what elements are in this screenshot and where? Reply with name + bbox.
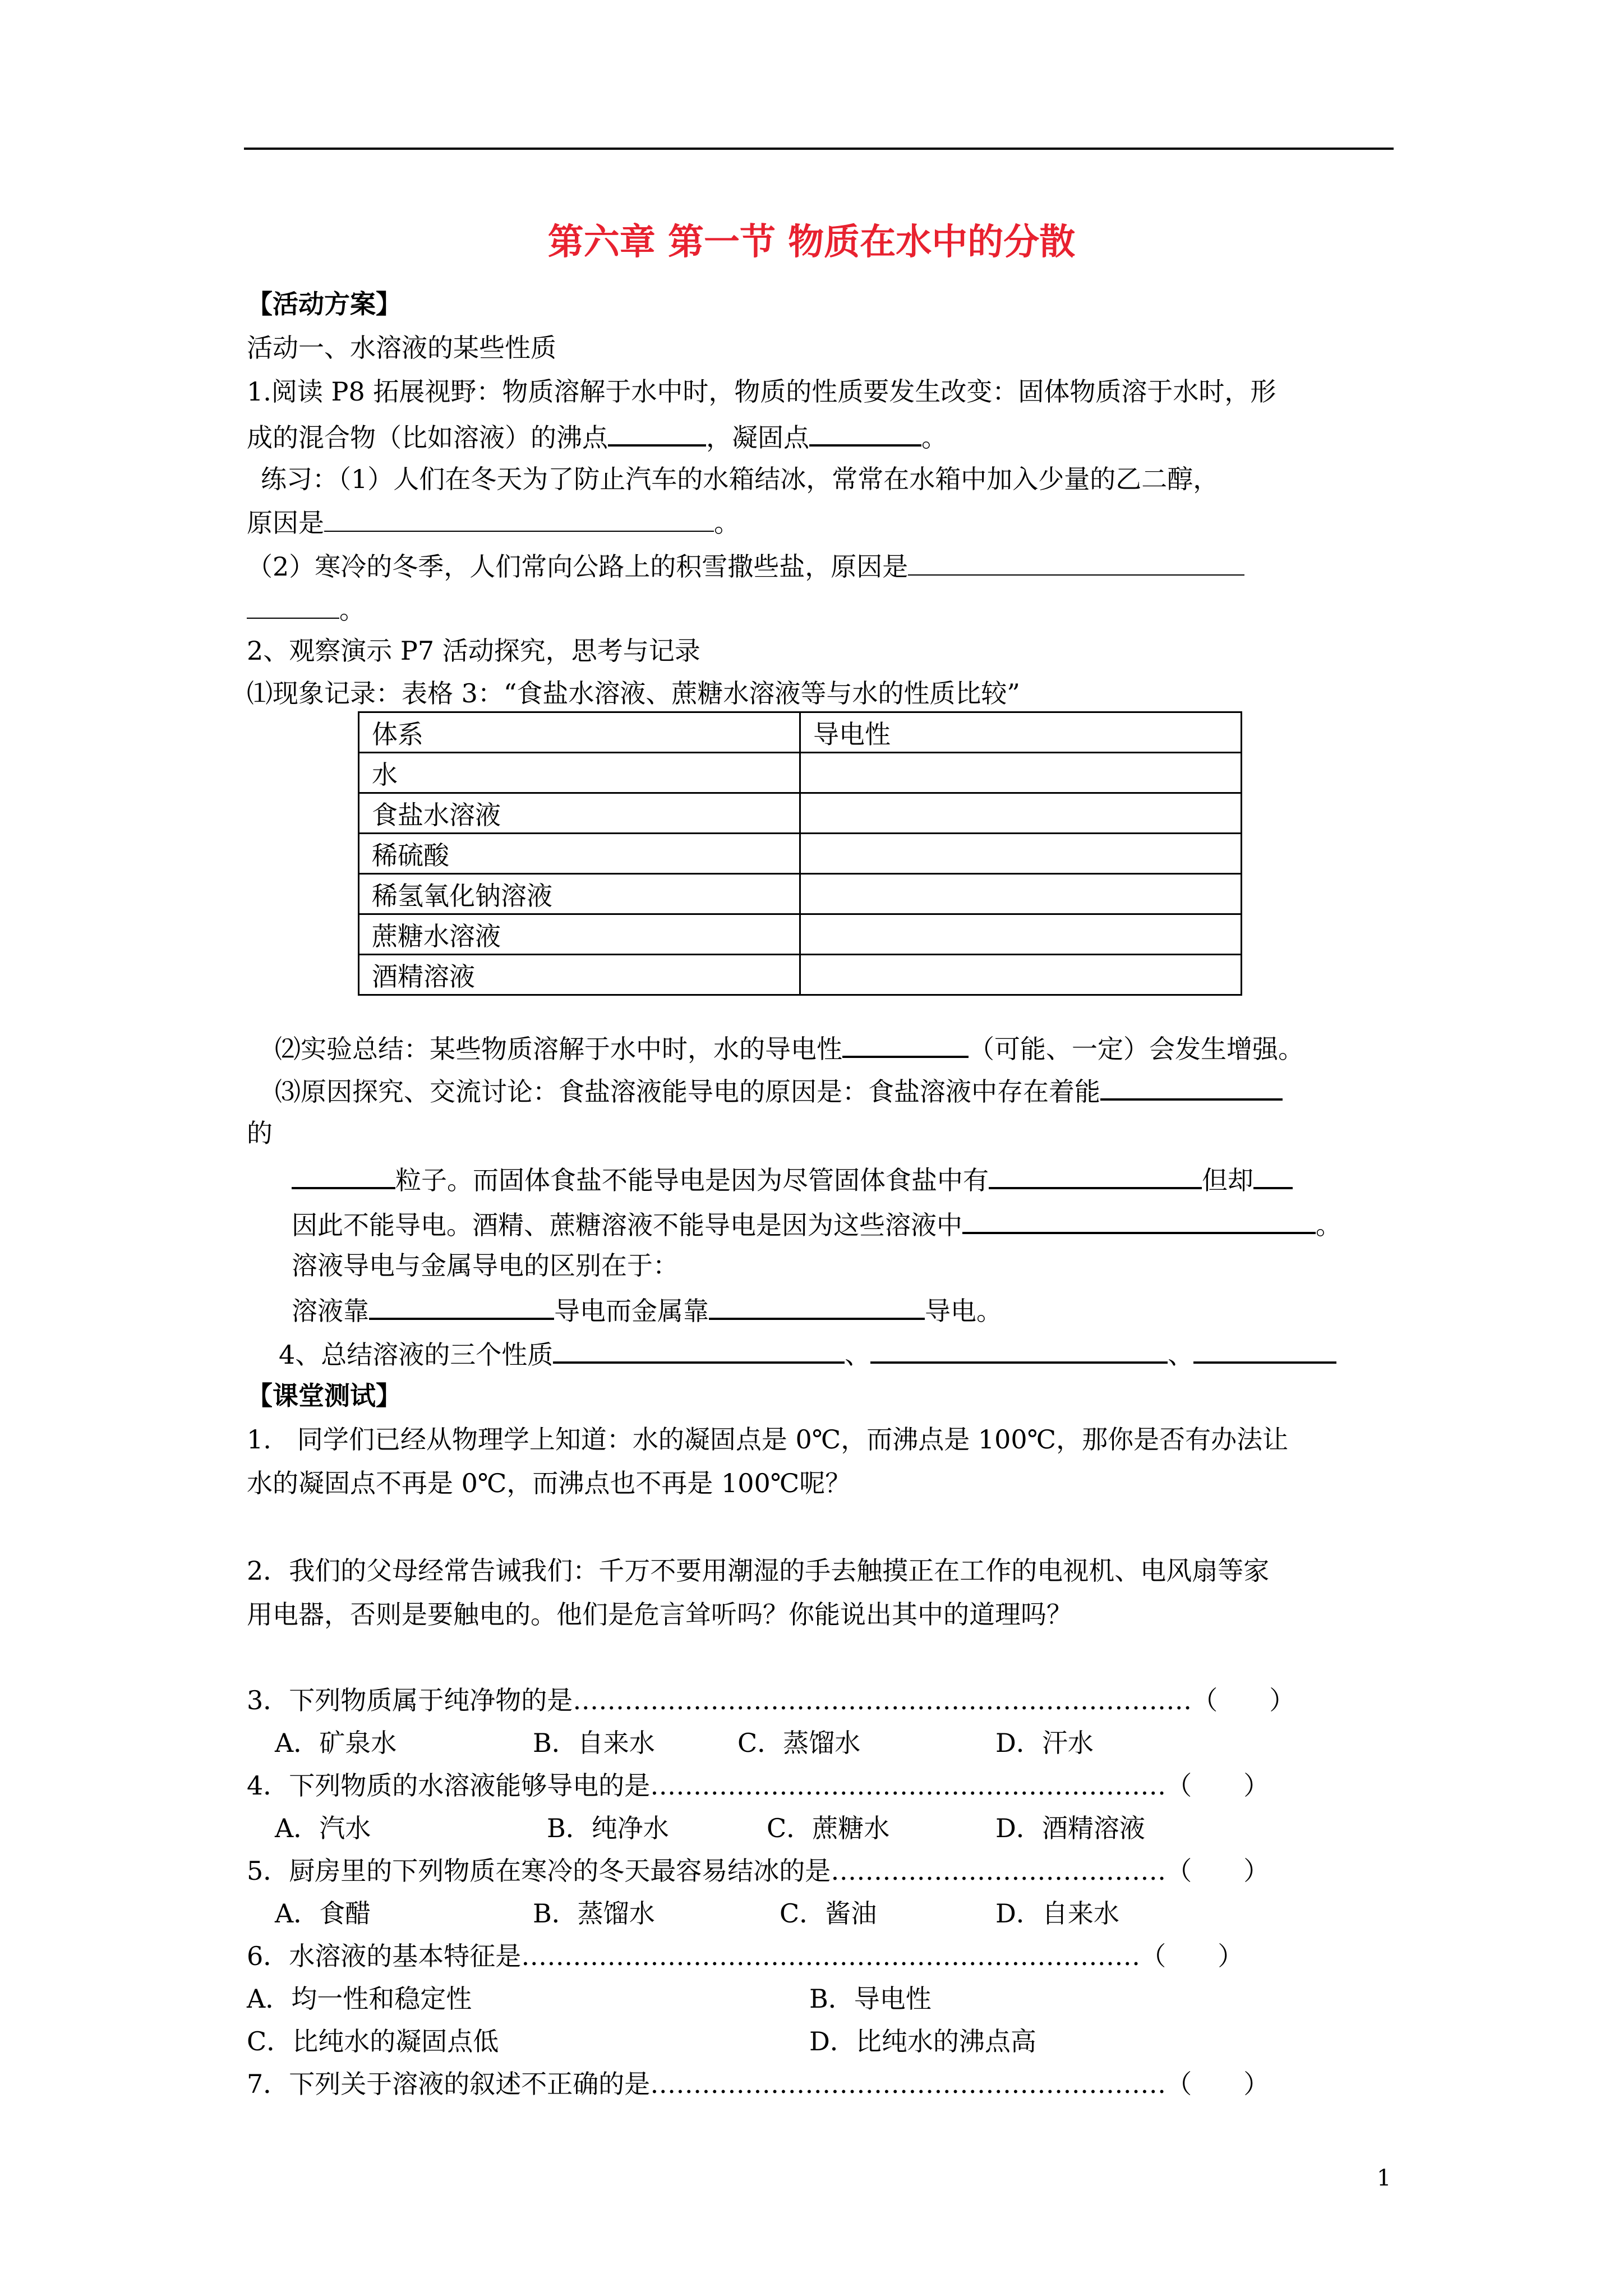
table-row xyxy=(359,753,1242,793)
table-cell-blank[interactable] xyxy=(800,793,1242,834)
section-heading-test: 【课堂测试】 xyxy=(247,1381,402,1411)
table-header: 体系 xyxy=(359,712,800,753)
comparison-table xyxy=(358,711,1242,996)
table-cell-blank[interactable] xyxy=(800,914,1242,955)
table-row xyxy=(359,955,1242,995)
blank[interactable] xyxy=(870,1336,1168,1364)
table-cell: 稀硫酸 xyxy=(359,834,800,874)
table-row xyxy=(359,914,1242,955)
blank[interactable] xyxy=(962,1206,1316,1234)
page-title: 第六章 第一节 物质在水中的分散 xyxy=(547,222,1076,263)
option[interactable]: D．比纯水的沸点高 xyxy=(809,2026,1036,2056)
q2-heading: 2、观察演示 P7 活动探究，思考与记录 xyxy=(247,636,700,666)
table-header: 导电性 xyxy=(800,712,1242,753)
q1-line1: 1.阅读 P8 拓展视野：物质溶解于水中时，物质的性质要发生改变：固体物质溶于水时，形 xyxy=(247,376,1276,407)
test-q1-line1: 1. 同学们已经从物理学上知道：水的凝固点是 0℃，而沸点是 100℃，那你是否有办法让 xyxy=(247,1424,1289,1455)
blank[interactable] xyxy=(247,592,339,619)
q2-3-line6: 溶液靠 导电而金属靠 导电。 xyxy=(292,1292,1002,1328)
q2-3-line5: 溶液导电与金属导电的区别在于： xyxy=(292,1250,679,1281)
blank[interactable] xyxy=(553,1336,845,1364)
table-row xyxy=(359,874,1242,914)
option[interactable]: C．比纯水的凝固点低 xyxy=(247,2026,499,2056)
option[interactable]: D．汗水 xyxy=(995,1728,1094,1758)
table-header-row xyxy=(359,712,1242,753)
exercise-2-line1: （2）寒冷的冬季，人们常向公路上的积雪撒些盐，原因是 xyxy=(247,549,1244,583)
mc-question: 4．下列物质的水溶液能够导电的是……………………………………………………（ ） xyxy=(247,1770,1270,1801)
test-q2-line2: 用电器，否则是要触电的。他们是危言耸听吗？你能说出其中的道理吗？ xyxy=(247,1599,1072,1630)
blank[interactable] xyxy=(608,418,706,447)
exercise-1-line2: 原因是 。 xyxy=(247,505,740,540)
q2-3-line1: ⑶原因探究、交流讨论：食盐溶液能导电的原因是：食盐溶液中存在着能 xyxy=(275,1073,1283,1108)
table-cell-blank[interactable] xyxy=(800,834,1242,874)
blank[interactable] xyxy=(908,549,1244,576)
q2-2-summary: ⑵实验总结：某些物质溶解于水中时，水的导电性 （可能、一定）会发生增强。 xyxy=(275,1030,1304,1066)
mc-question: 3．下列物质属于纯净物的是………………………………………………………………（ ） xyxy=(247,1685,1295,1715)
mc-question: 7．下列关于溶液的叙述不正确的是……………………………………………………（ ） xyxy=(247,2069,1270,2099)
table-cell: 稀氢氧化钠溶液 xyxy=(359,874,800,914)
blank[interactable] xyxy=(324,505,714,532)
blank[interactable] xyxy=(1253,1161,1293,1189)
option[interactable]: C．蒸馏水 xyxy=(737,1728,861,1758)
test-q2-line1: 2．我们的父母经常告诫我们：千万不要用潮湿的手去触摸正在工作的电视机、电风扇等家 xyxy=(247,1556,1270,1586)
option[interactable]: C．蔗糖水 xyxy=(767,1813,890,1843)
table-cell-blank[interactable] xyxy=(800,753,1242,793)
mc-question: 5．厨房里的下列物质在寒冷的冬天最容易结冰的是…………………………………（ ） xyxy=(247,1856,1270,1886)
table-row xyxy=(359,834,1242,874)
exercise-2-line2: 。 xyxy=(247,592,365,627)
q1-line2: 成的混合物（比如溶液）的沸点 ，凝固点 。 xyxy=(247,418,947,454)
table-cell: 食盐水溶液 xyxy=(359,793,800,834)
option[interactable]: C．酱油 xyxy=(780,1898,877,1929)
page-number: 1 xyxy=(1377,2165,1391,2191)
option[interactable]: D．自来水 xyxy=(995,1898,1119,1929)
table-cell: 酒精溶液 xyxy=(359,955,800,995)
option[interactable]: B．自来水 xyxy=(533,1728,655,1758)
blank[interactable] xyxy=(809,418,921,447)
q4-summary: 4、总结溶液的三个性质 、 、 xyxy=(279,1336,1336,1372)
blank[interactable] xyxy=(292,1161,395,1189)
table-row xyxy=(359,793,1242,834)
mc-question: 6．水溶液的基本特征是………………………………………………………………（ ） xyxy=(247,1941,1244,1971)
option[interactable]: B．蒸馏水 xyxy=(533,1898,655,1929)
blank[interactable] xyxy=(709,1292,925,1320)
table-cell: 水 xyxy=(359,753,800,793)
table-cell: 蔗糖水溶液 xyxy=(359,914,800,955)
q2-1-record: ⑴现象记录：表格 3：“食盐水溶液、蔗糖水溶液等与水的性质比较” xyxy=(247,678,1020,708)
table-cell-blank[interactable] xyxy=(800,874,1242,914)
option[interactable]: A．食醋 xyxy=(275,1898,371,1929)
blank[interactable] xyxy=(989,1161,1202,1189)
option[interactable]: A．矿泉水 xyxy=(275,1728,397,1758)
activity-1-heading: 活动一、水溶液的某些性质 xyxy=(247,333,556,363)
header-rule xyxy=(244,148,1394,150)
q2-3-line4: 因此不能导电。酒精、蔗糖溶液不能导电是因为这些溶液中 。 xyxy=(292,1206,1341,1242)
blank[interactable] xyxy=(842,1030,969,1058)
option[interactable]: B．纯净水 xyxy=(547,1813,669,1843)
blank[interactable] xyxy=(1193,1336,1336,1364)
blank[interactable] xyxy=(1100,1073,1283,1101)
exercise-1-line1: 练习：（1）人们在冬天为了防止汽车的水箱结冰，常常在水箱中加入少量的乙二醇， xyxy=(261,464,1219,494)
table-cell-blank[interactable] xyxy=(800,955,1242,995)
option[interactable]: B．导电性 xyxy=(809,1984,932,2014)
option[interactable]: A．汽水 xyxy=(275,1813,371,1843)
section-heading-activity: 【活动方案】 xyxy=(247,289,402,319)
blank[interactable] xyxy=(369,1292,554,1320)
test-q1-line2: 水的凝固点不再是 0℃，而沸点也不再是 100℃呢？ xyxy=(247,1468,851,1498)
q2-3-line3: 粒子。而固体食盐不能导电是因为尽管固体食盐中有 但却 xyxy=(292,1161,1293,1197)
q2-3-line2: 的 xyxy=(247,1118,273,1148)
option[interactable]: A．均一性和稳定性 xyxy=(247,1984,472,2014)
option[interactable]: D．酒精溶液 xyxy=(995,1813,1145,1843)
